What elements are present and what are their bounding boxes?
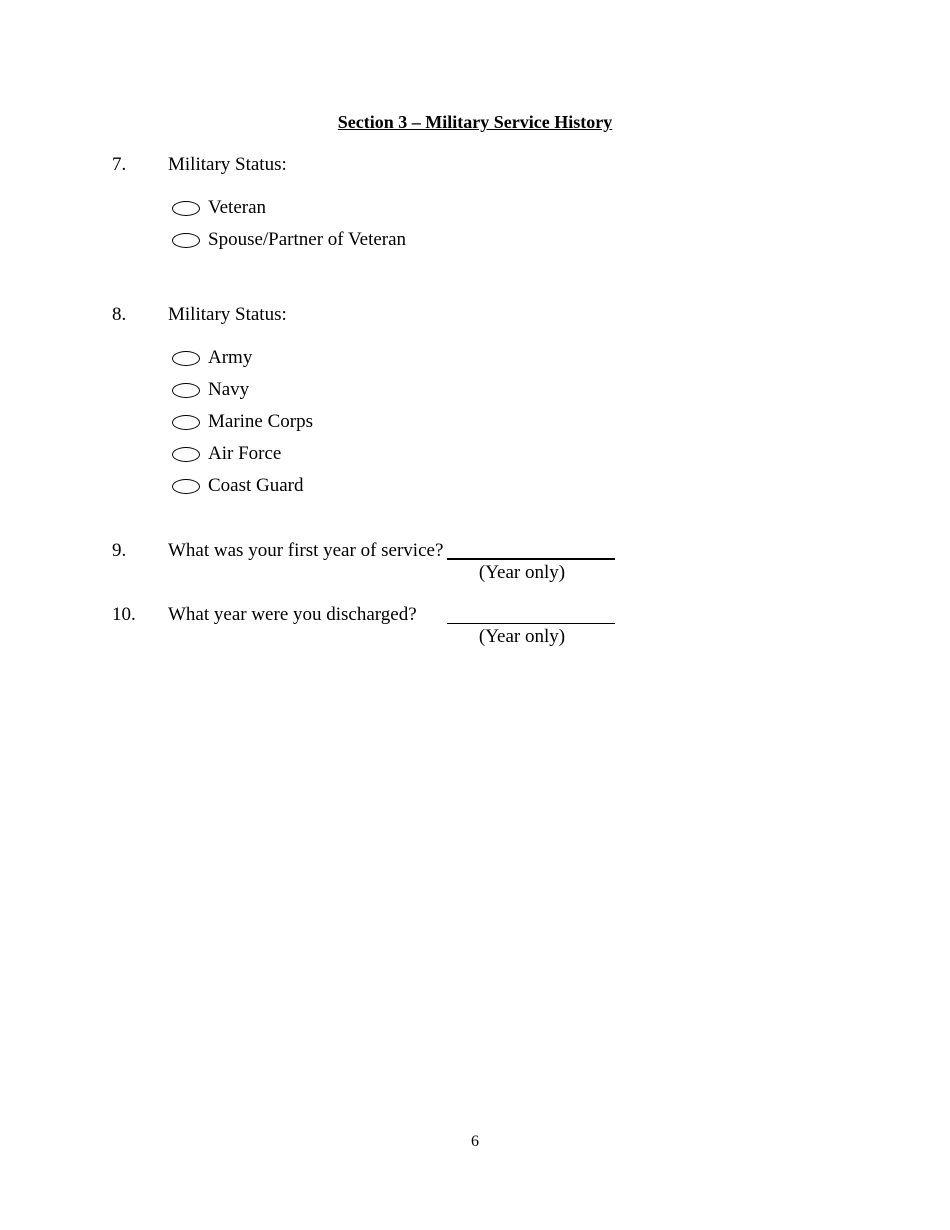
option-spouse-partner-of-veteran[interactable] [172,229,406,251]
question-8-text: Military Status: [168,304,287,325]
option-label: Veteran [208,197,267,218]
question-10-number: 10. [112,604,136,625]
radio-circle-icon[interactable] [172,351,200,366]
discharge-year-answer-line[interactable] [447,623,615,624]
option-label: Air Force [208,443,282,464]
option-label: Army [208,347,253,368]
question-9-text: What was your first year of service? [168,540,444,561]
option-army[interactable] [172,347,252,369]
radio-circle-icon[interactable] [172,447,200,462]
option-label: Marine Corps [208,411,314,432]
discharge-year-hint: (Year only) [478,626,566,647]
radio-circle-icon[interactable] [172,201,200,216]
option-navy[interactable] [172,379,249,401]
option-veteran[interactable] [172,197,266,219]
question-10-text: What year were you discharged? [168,604,417,625]
radio-circle-icon[interactable] [172,233,200,248]
radio-circle-icon[interactable] [172,479,200,494]
radio-circle-icon[interactable] [172,383,200,398]
option-marine-corps[interactable] [172,411,313,433]
option-coast-guard[interactable] [172,475,304,497]
option-label: Spouse/Partner of Veteran [208,229,407,250]
question-7-text: Military Status: [168,154,287,175]
question-8-number: 8. [112,304,127,325]
option-air-force[interactable] [172,443,281,465]
option-label: Coast Guard [208,475,304,496]
radio-circle-icon[interactable] [172,415,200,430]
section-title: Section 3 – Military Service History [337,112,613,132]
question-7-number: 7. [112,154,127,175]
page-number: 6 [471,1133,479,1150]
question-9-number: 9. [112,540,127,561]
option-label: Navy [208,379,250,400]
first-year-answer-line[interactable] [447,558,615,560]
first-year-hint: (Year only) [478,562,566,583]
